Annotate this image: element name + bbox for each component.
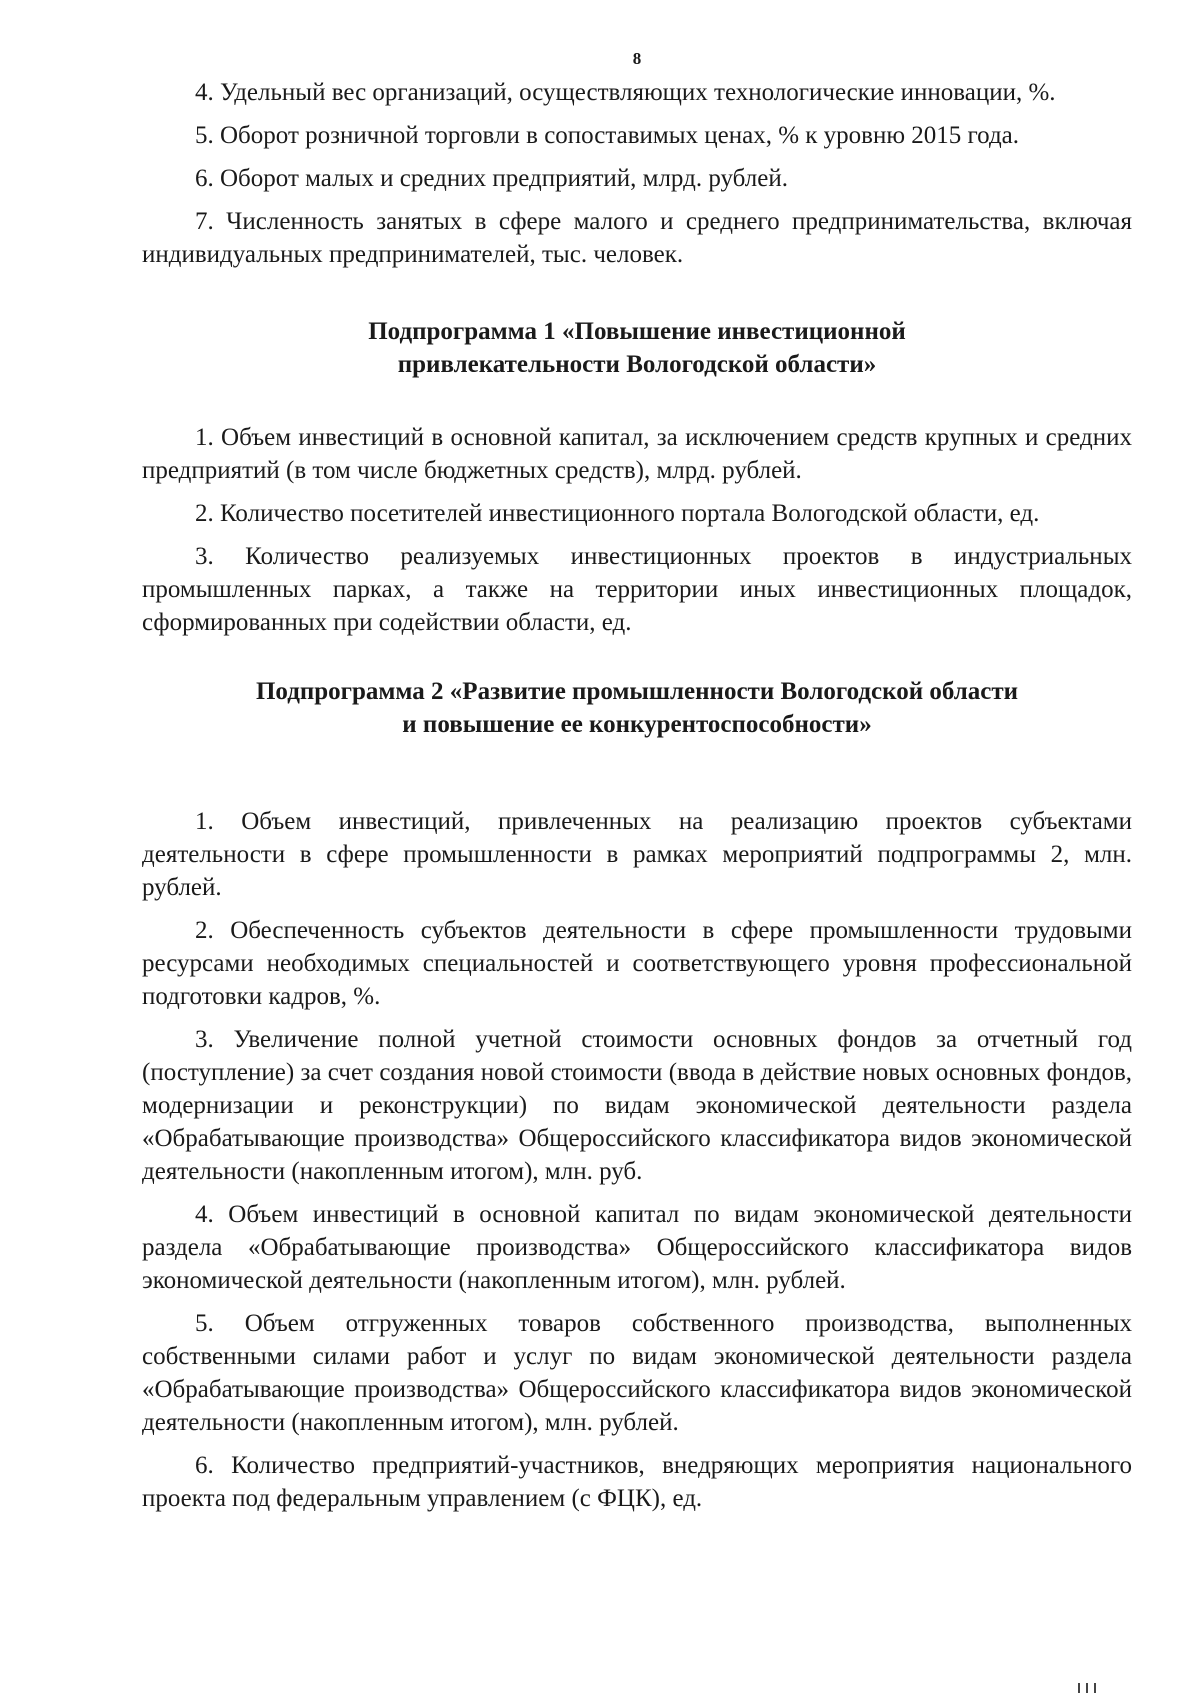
scan-corner-mark [1076,1681,1100,1693]
subprogram-2-item-5: 5. Объем отгруженных товаров собственного производства, выполненных собственными силами работ и услуг по видам экономической деятельности раздела «Обрабатывающие производства» Общероссийского классификатора видов экономической деятельности (накопленным итогом), млн. рублей. [142,1310,1132,1436]
subprogram-2-item-6: 6. Количество предприятий-участников, внедряющих мероприятия национального проекта под федеральным управлением (с ФЦК), ед. [142,1452,1132,1512]
subprogram-1-item-3: 3. Количество реализуемых инвестиционных проектов в индустриальных промышленных парках, а также на территории иных инвестиционных площадок, сформированных при содействии области, ед. [142,543,1132,636]
subprogram-1-heading-line-2: привлекательности Вологодской области» [397,351,877,378]
subprogram-2-item-4: 4. Объем инвестиций в основной капитал по видам экономической деятельности раздела «Обрабатывающие производства» Общероссийского классификатора видов экономической деятельности (накопленным итогом), млн. рублей. [142,1201,1132,1294]
subprogram-1-item-2: 2. Количество посетителей инвестиционного портала Вологодской области, ед. [195,500,1040,527]
intro-item-7: 7. Численность занятых в сфере малого и среднего предпринимательства, включая индивидуальных предпринимателей, тыс. человек. [142,208,1132,268]
intro-item-5: 5. Оборот розничной торговли в сопоставимых ценах, % к уровню 2015 года. [195,122,1020,149]
subprogram-2-item-3: 3. Увеличение полной учетной стоимости основных фондов за отчетный год (поступление) за счет создания новой стоимости (ввода в действие новых основных фондов, модернизации и реконструкции) по видам экономической деятельности раздела «Обрабатывающие производства» Общероссийского классификатора видов экономической деятельности (накопленным итогом), млн. руб. [142,1026,1132,1185]
subprogram-2-heading [142,675,1132,741]
intro-item-6: 6. Оборот малых и средних предприятий, млрд. рублей. [195,165,788,192]
subprogram-1-heading-line-1: Подпрограмма 1 «Повышение инвестиционной [368,318,906,345]
subprogram-1-item-1: 1. Объем инвестиций в основной капитал, за исключением средств крупных и средних предприятий (в том числе бюджетных средств), млрд. рублей. [142,424,1132,484]
document-page [142,48,1132,1525]
subprogram-2-item-1: 1. Объем инвестиций, привлеченных на реализацию проектов субъектами деятельности в сфере промышленности в рамках мероприятий подпрограммы 2, млн. рублей. [142,808,1132,901]
subprogram-1-heading [142,315,1132,381]
subprogram-2-item-2: 2. Обеспеченность субъектов деятельности в сфере промышленности трудовыми ресурсами необходимых специальностей и соответствующего уровня профессиональной подготовки кадров, %. [142,917,1132,1010]
subprogram-2-heading-line-2: и повышение ее конкурентоспособности» [402,711,872,738]
subprogram-2-heading-line-1: Подпрограмма 2 «Развитие промышленности Вологодской области [255,678,1019,705]
intro-item-4: 4. Удельный вес организаций, осуществляющих технологические инновации, %. [195,79,1056,106]
page-number: 8 [632,49,642,68]
